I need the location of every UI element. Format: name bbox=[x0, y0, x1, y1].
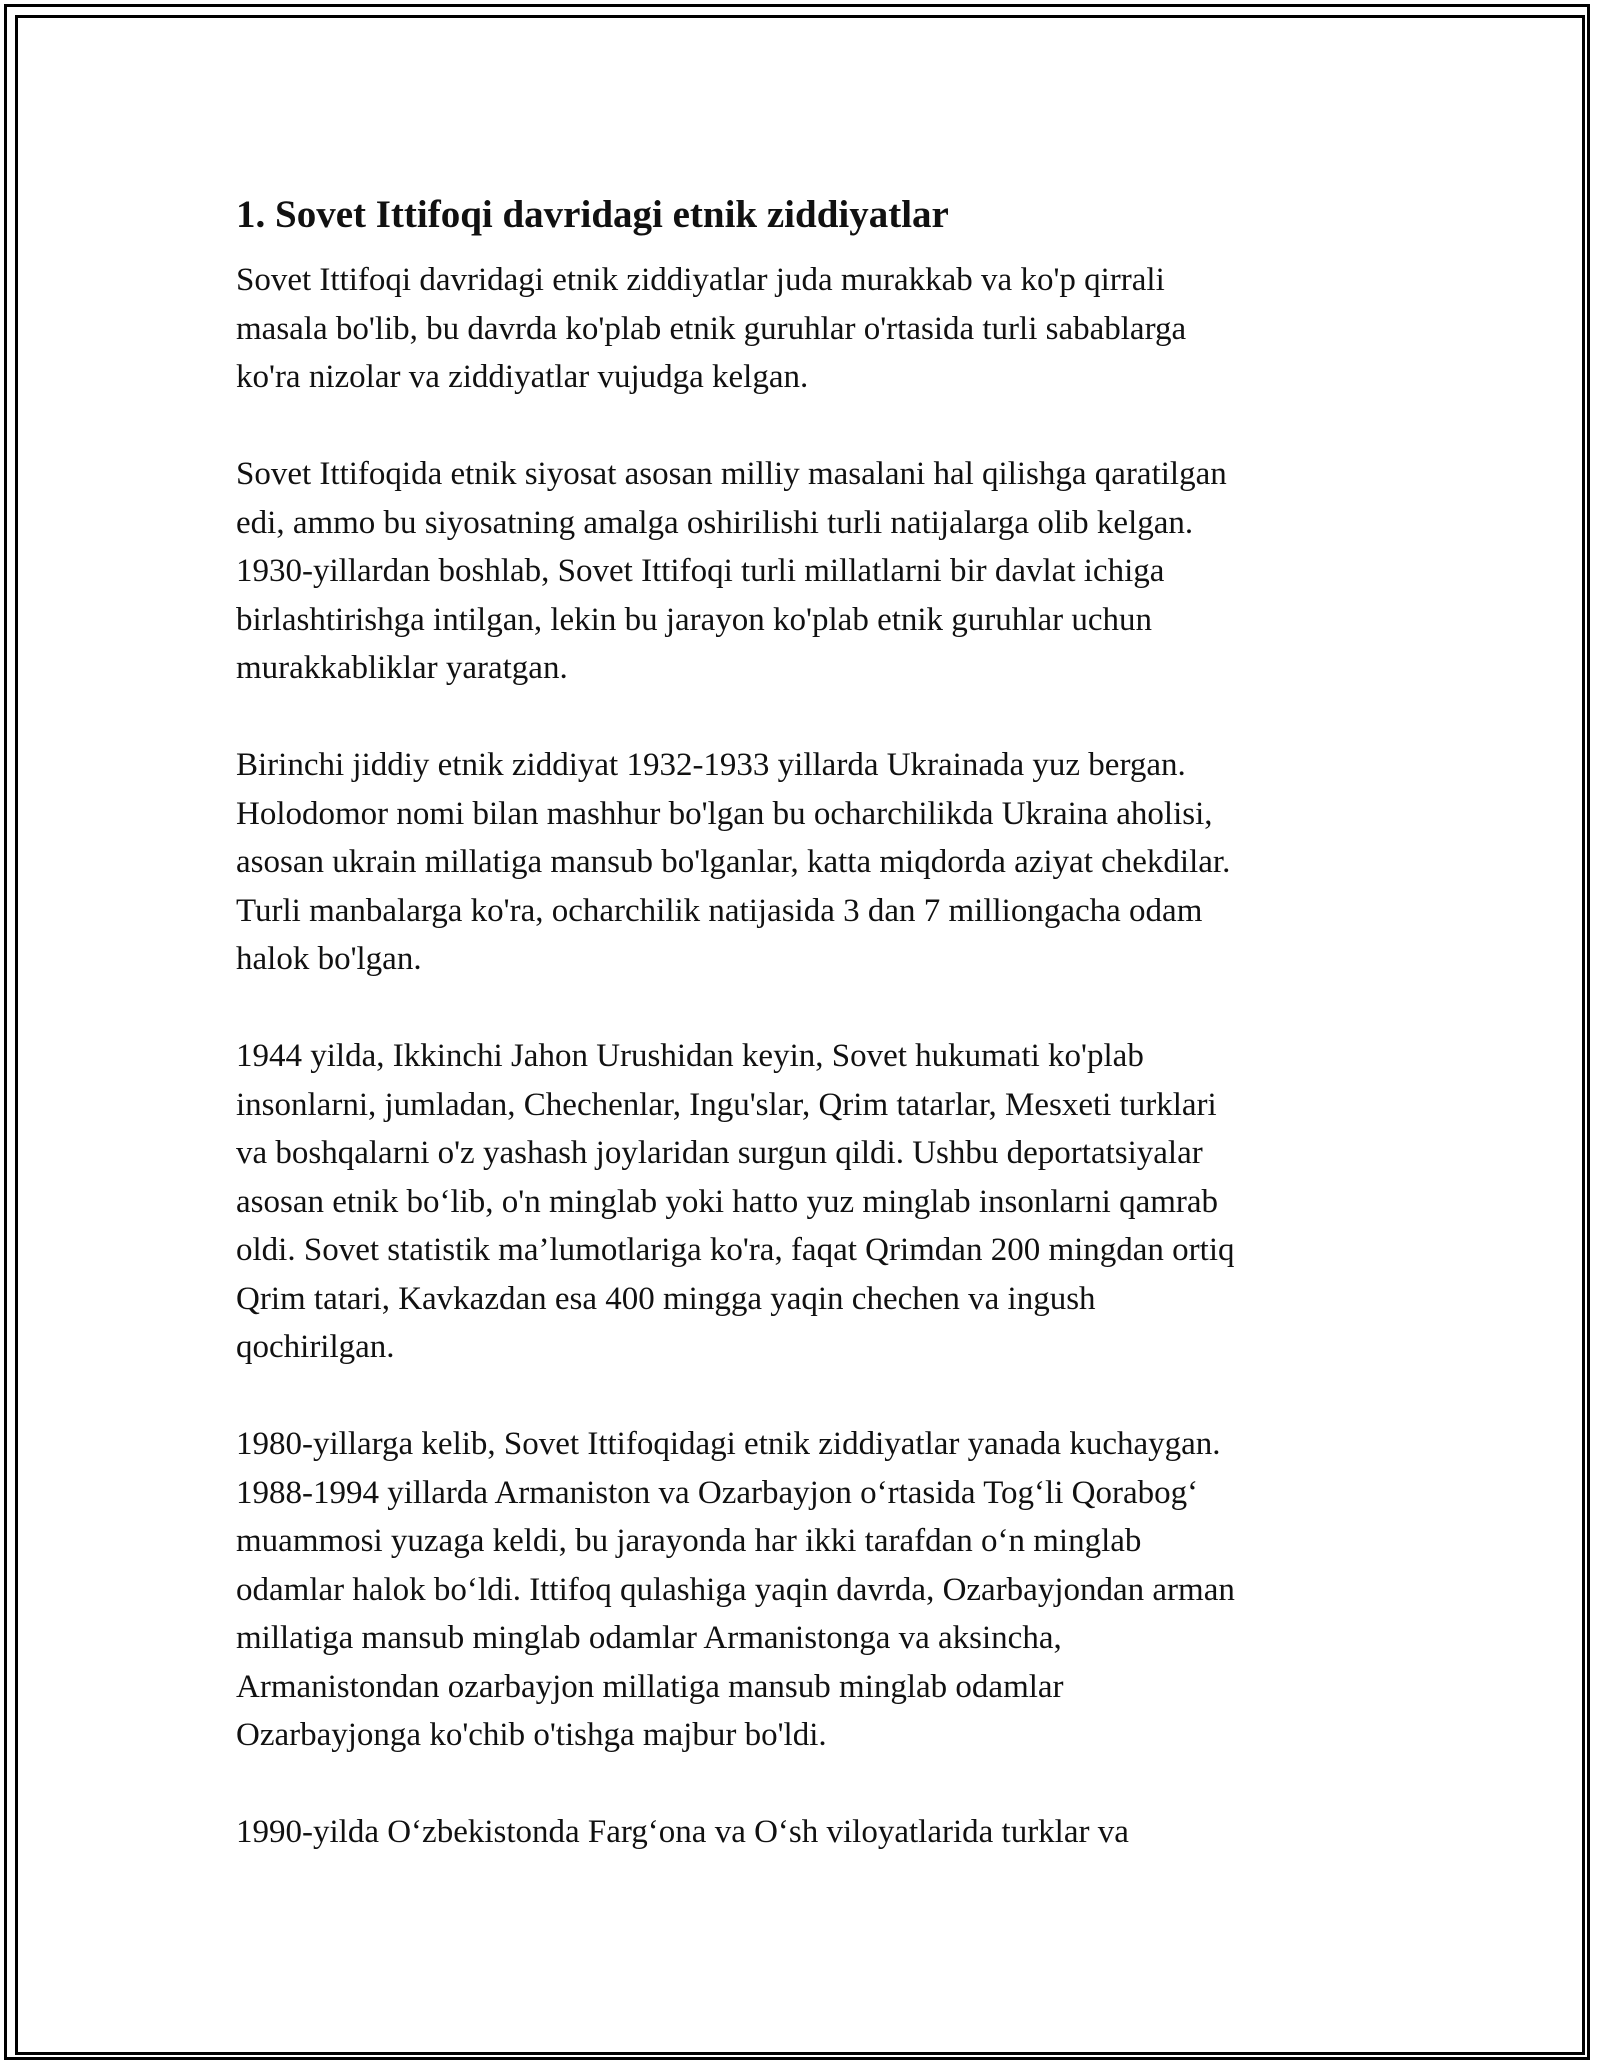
paragraph-deportations bbox=[236, 1032, 1366, 1372]
text-line: Sovet Ittifoqi davridagi etnik ziddiyatlar juda murakkab va ko'p qirrali bbox=[236, 262, 1165, 298]
paragraph-fergana bbox=[236, 1808, 1366, 1857]
text-line: birlashtirishga intilgan, lekin bu jarayon ko'plab etnik guruhlar uchun bbox=[236, 601, 1152, 638]
text-line: 1988-1994 yillarda Armaniston va Ozarbayjon o‘rtasida Tog‘li Qorabog‘ bbox=[236, 1474, 1199, 1511]
text-line: odamlar halok bo‘ldi. Ittifoq qulashiga yaqin davrda, Ozarbayjondan arman bbox=[236, 1571, 1235, 1608]
text-line: Qrim tatari, Kavkazdan esa 400 mingga yaqin chechen va ingush bbox=[236, 1280, 1096, 1317]
paragraph-holodomor bbox=[236, 741, 1366, 984]
text-line: 1990-yilda O‘zbekistonda Farg‘ona va O‘sh viloyatlarida turklar va bbox=[236, 1814, 1129, 1850]
paragraph-karabakh bbox=[236, 1420, 1366, 1760]
text-line: Armanistondan ozarbayjon millatiga mansub minglab odamlar bbox=[236, 1668, 1064, 1705]
text-line: edi, ammo bu siyosatning amalga oshirilishi turli natijalarga olib kelgan. bbox=[236, 504, 1194, 541]
text-line: va boshqalarni o'z yashash joylaridan surgun qildi. Ushbu deportatsiyalar bbox=[236, 1135, 1203, 1171]
text-line: asosan etnik bo‘lib, o'n minglab yoki hatto yuz minglab insonlarni qamrab bbox=[236, 1183, 1219, 1220]
section-heading: 1. Sovet Ittifoqi davridagi etnik ziddiyatlar bbox=[236, 193, 949, 236]
text-line: Turli manbalarga ko'ra, ocharchilik natijasida 3 dan 7 milliongacha odam bbox=[236, 892, 1203, 929]
text-line: asosan ukrain millatiga mansub bo'lganlar, katta miqdorda aziyat chekdilar. bbox=[236, 844, 1231, 880]
paragraph-intro bbox=[236, 256, 1366, 402]
text-line: insonlarni, jumladan, Chechenlar, Ingu'slar, Qrim tatarlar, Mesxeti turklari bbox=[236, 1086, 1217, 1123]
text-line: ko'ra nizolar va ziddiyatlar vujudga kelgan. bbox=[236, 359, 809, 395]
text-line: halok bo'lgan. bbox=[236, 941, 422, 977]
text-line: qochirilgan. bbox=[236, 1329, 395, 1365]
text-line: millatiga mansub minglab odamlar Armanistonga va aksincha, bbox=[236, 1620, 1062, 1656]
text-line: Birinchi jiddiy etnik ziddiyat 1932-1933 yillarda Ukrainada yuz bergan. bbox=[236, 747, 1186, 783]
text-line: Sovet Ittifoqida etnik siyosat asosan milliy masalani hal qilishga qaratilgan bbox=[236, 456, 1227, 492]
paragraph-ethnic-policy bbox=[236, 450, 1366, 693]
text-line: 1944 yilda, Ikkinchi Jahon Urushidan keyin, Sovet hukumati ko'plab bbox=[236, 1038, 1144, 1074]
text-line: murakkabliklar yaratgan. bbox=[236, 650, 568, 686]
text-line: oldi. Sovet statistik ma’lumotlariga ko'ra, faqat Qrimdan 200 mingdan ortiq bbox=[236, 1232, 1235, 1268]
text-line: muammosi yuzaga keldi, bu jarayonda har ikki tarafdan o‘n minglab bbox=[236, 1523, 1142, 1559]
text-line: Ozarbayjonga ko'chib o'tishga majbur bo'ldi. bbox=[236, 1717, 827, 1753]
document-body bbox=[236, 186, 1366, 1905]
text-line: masala bo'lib, bu davrda ko'plab etnik guruhlar o'rtasida turli sabablarga bbox=[236, 310, 1187, 347]
text-line: 1930-yillardan boshlab, Sovet Ittifoqi turli millatlarni bir davlat ichiga bbox=[236, 553, 1165, 589]
text-line: Holodomor nomi bilan mashhur bo'lgan bu ocharchilikda Ukraina aholisi, bbox=[236, 795, 1213, 832]
text-line: 1980-yillarga kelib, Sovet Ittifoqidagi etnik ziddiyatlar yanada kuchaygan. bbox=[236, 1426, 1221, 1462]
